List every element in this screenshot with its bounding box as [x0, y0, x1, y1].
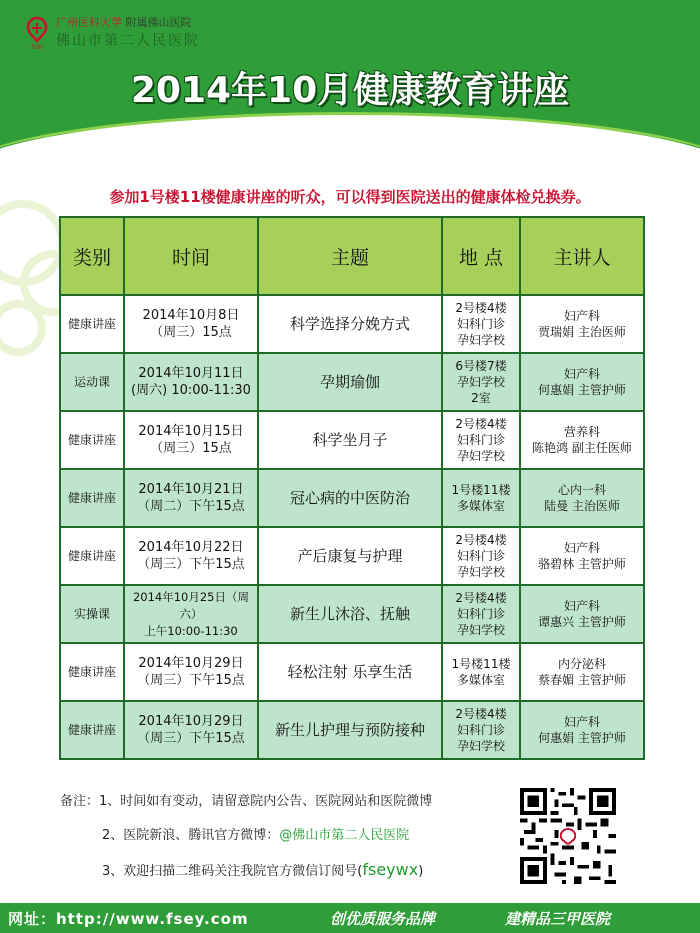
note-3-suffix: ) [418, 864, 424, 879]
speaker-name: 何惠娟 主管护师 [538, 383, 626, 397]
place-line: 妇科门诊 [456, 317, 505, 331]
place-line: 孕妇学校 [456, 623, 505, 637]
column-header-type: 类别 [60, 217, 124, 295]
logo-letters: FSH [31, 44, 43, 50]
time-detail: （周二）下午15点 [137, 499, 245, 514]
speaker-name: 骆碧林 主管护师 [538, 557, 626, 571]
cell-speaker [520, 527, 644, 585]
table-row [60, 295, 644, 353]
speaker-name: 何惠娟 主管护师 [538, 731, 626, 745]
table-row [60, 701, 644, 759]
cell-type: 健康讲座 [60, 527, 124, 585]
table-row [60, 585, 644, 643]
time-date: 2014年10月11日 [138, 366, 244, 381]
cell-topic: 孕期瑜伽 [258, 353, 442, 411]
speaker-name: 陆曼 主治医师 [544, 499, 620, 513]
cell-topic: 轻松注射 乐享生活 [258, 643, 442, 701]
cell-speaker [520, 353, 644, 411]
speaker-dept: 内分泌科 [557, 657, 606, 671]
cell-speaker [520, 469, 644, 527]
cell-topic: 新生儿沐浴、抚触 [258, 585, 442, 643]
cell-time [124, 353, 258, 411]
time-date: 2014年10月8日 [142, 308, 240, 323]
hospital-university-line [56, 14, 192, 30]
weibo-handle-link[interactable]: @佛山市第二人民医院 [279, 828, 410, 843]
place-line: 孕妇学校 [456, 333, 505, 347]
lecture-schedule-table [59, 216, 645, 760]
slogan-2: 建精品三甲医院 [505, 910, 611, 928]
cell-type: 健康讲座 [60, 411, 124, 469]
time-date: 2014年10月29日 [138, 656, 244, 671]
time-detail: （周三）下午15点 [137, 557, 245, 572]
place-line: 1号楼11楼 [451, 657, 511, 671]
time-detail: 上午10:00-11:30 [144, 623, 238, 638]
cell-place [442, 353, 520, 411]
notice-text: 参加1号楼11楼健康讲座的听众，可以得到医院送出的健康体检兑换券。 [109, 188, 591, 206]
speaker-dept: 妇产科 [563, 541, 600, 555]
cell-time [124, 411, 258, 469]
speaker-name: 谭惠兴 主管护师 [538, 615, 626, 629]
slogan-1: 创优质服务品牌 [330, 910, 436, 928]
time-date: 2014年10月29日 [138, 714, 244, 729]
place-line: 孕妇学校 [456, 739, 505, 753]
cell-time [124, 469, 258, 527]
cell-time [124, 701, 258, 759]
place-line: 多媒体室 [456, 673, 505, 687]
speaker-dept: 妇产科 [563, 715, 600, 729]
table-row [60, 353, 644, 411]
note-3 [102, 860, 423, 879]
speaker-name: 陈艳鸿 副主任医师 [532, 441, 632, 455]
table-row [60, 411, 644, 469]
column-header-topic: 主题 [258, 217, 442, 295]
cell-time [124, 527, 258, 585]
page-title: 2014年10月健康教育讲座 [130, 70, 570, 111]
note-2-text: 2、医院新浪、腾讯官方微博： [102, 828, 280, 843]
cell-topic: 产后康复与护理 [258, 527, 442, 585]
place-line: 孕妇学校 [456, 375, 505, 389]
note-3-text: 3、欢迎扫描二维码关注我院官方微信订阅号( [102, 864, 363, 879]
cell-time [124, 643, 258, 701]
hospital-logo-icon [22, 14, 52, 50]
place-line: 2室 [471, 391, 491, 405]
hospital-name: 佛山市第二人民医院 [56, 33, 200, 49]
time-date: 2014年10月22日 [138, 540, 244, 555]
time-date: 2014年10月15日 [138, 424, 244, 439]
cell-place [442, 643, 520, 701]
place-line: 妇科门诊 [456, 549, 505, 563]
time-detail: （周三）下午15点 [137, 731, 245, 746]
cell-topic: 新生儿护理与预防接种 [258, 701, 442, 759]
hospital-university: 广州医科大学 [56, 16, 122, 29]
time-detail: (周六) 10:00-11:30 [131, 383, 251, 398]
column-header-speaker: 主讲人 [520, 217, 644, 295]
table-header-row [60, 217, 644, 295]
speaker-dept: 妇产科 [563, 309, 600, 323]
cell-topic: 冠心病的中医防治 [258, 469, 442, 527]
speaker-name: 贾瑞娟 主治医师 [538, 325, 626, 339]
place-line: 多媒体室 [456, 499, 505, 513]
cell-place [442, 411, 520, 469]
speaker-name: 蔡春媚 主管护师 [538, 673, 626, 687]
website-url-link[interactable]: 网址：http://www.fsey.com [8, 910, 249, 928]
place-line: 2号楼4楼 [455, 417, 507, 431]
place-line: 2号楼4楼 [455, 591, 507, 605]
place-line: 孕妇学校 [456, 565, 505, 579]
table-row [60, 469, 644, 527]
speaker-dept: 营养科 [563, 425, 600, 439]
cell-place [442, 527, 520, 585]
time-date: 2014年10月21日 [138, 482, 244, 497]
place-line: 6号楼7楼 [455, 359, 507, 373]
cell-type: 健康讲座 [60, 295, 124, 353]
qr-code-icon[interactable] [520, 788, 616, 884]
speaker-dept: 妇产科 [563, 367, 600, 381]
cell-type: 健康讲座 [60, 701, 124, 759]
cell-type: 实操课 [60, 585, 124, 643]
place-line: 妇科门诊 [456, 607, 505, 621]
place-line: 妇科门诊 [456, 723, 505, 737]
table-row [60, 527, 644, 585]
column-header-place: 地 点 [442, 217, 520, 295]
time-date: 2014年10月25日（周六） [132, 589, 250, 621]
cell-place [442, 701, 520, 759]
cell-type: 健康讲座 [60, 469, 124, 527]
cell-speaker [520, 701, 644, 759]
cell-speaker [520, 411, 644, 469]
note-2 [102, 824, 409, 843]
cell-type: 健康讲座 [60, 643, 124, 701]
wechat-id: fseywx [362, 860, 419, 879]
place-line: 2号楼4楼 [455, 533, 507, 547]
cell-topic: 科学坐月子 [258, 411, 442, 469]
cell-speaker [520, 295, 644, 353]
place-line: 孕妇学校 [456, 449, 505, 463]
place-line: 2号楼4楼 [455, 301, 507, 315]
speaker-dept: 心内一科 [557, 483, 606, 497]
cell-speaker [520, 585, 644, 643]
cell-type: 运动课 [60, 353, 124, 411]
cell-topic: 科学选择分娩方式 [258, 295, 442, 353]
hospital-affiliation: 附属佛山医院 [125, 16, 192, 29]
speaker-dept: 妇产科 [563, 599, 600, 613]
cell-time [124, 585, 258, 643]
note-1: 备注：1、时间如有变动，请留意院内公告、医院网站和医院微博 [60, 794, 433, 809]
place-line: 1号楼11楼 [451, 483, 511, 497]
cell-place [442, 585, 520, 643]
time-detail: （周三）15点 [150, 441, 232, 456]
place-line: 妇科门诊 [456, 433, 505, 447]
cell-place [442, 295, 520, 353]
footer-bar [0, 903, 700, 933]
table-row [60, 643, 644, 701]
cell-speaker [520, 643, 644, 701]
cell-time [124, 295, 258, 353]
time-detail: （周三）15点 [150, 325, 232, 340]
time-detail: （周三）下午15点 [137, 673, 245, 688]
column-header-time: 时间 [124, 217, 258, 295]
cell-place [442, 469, 520, 527]
place-line: 2号楼4楼 [455, 707, 507, 721]
